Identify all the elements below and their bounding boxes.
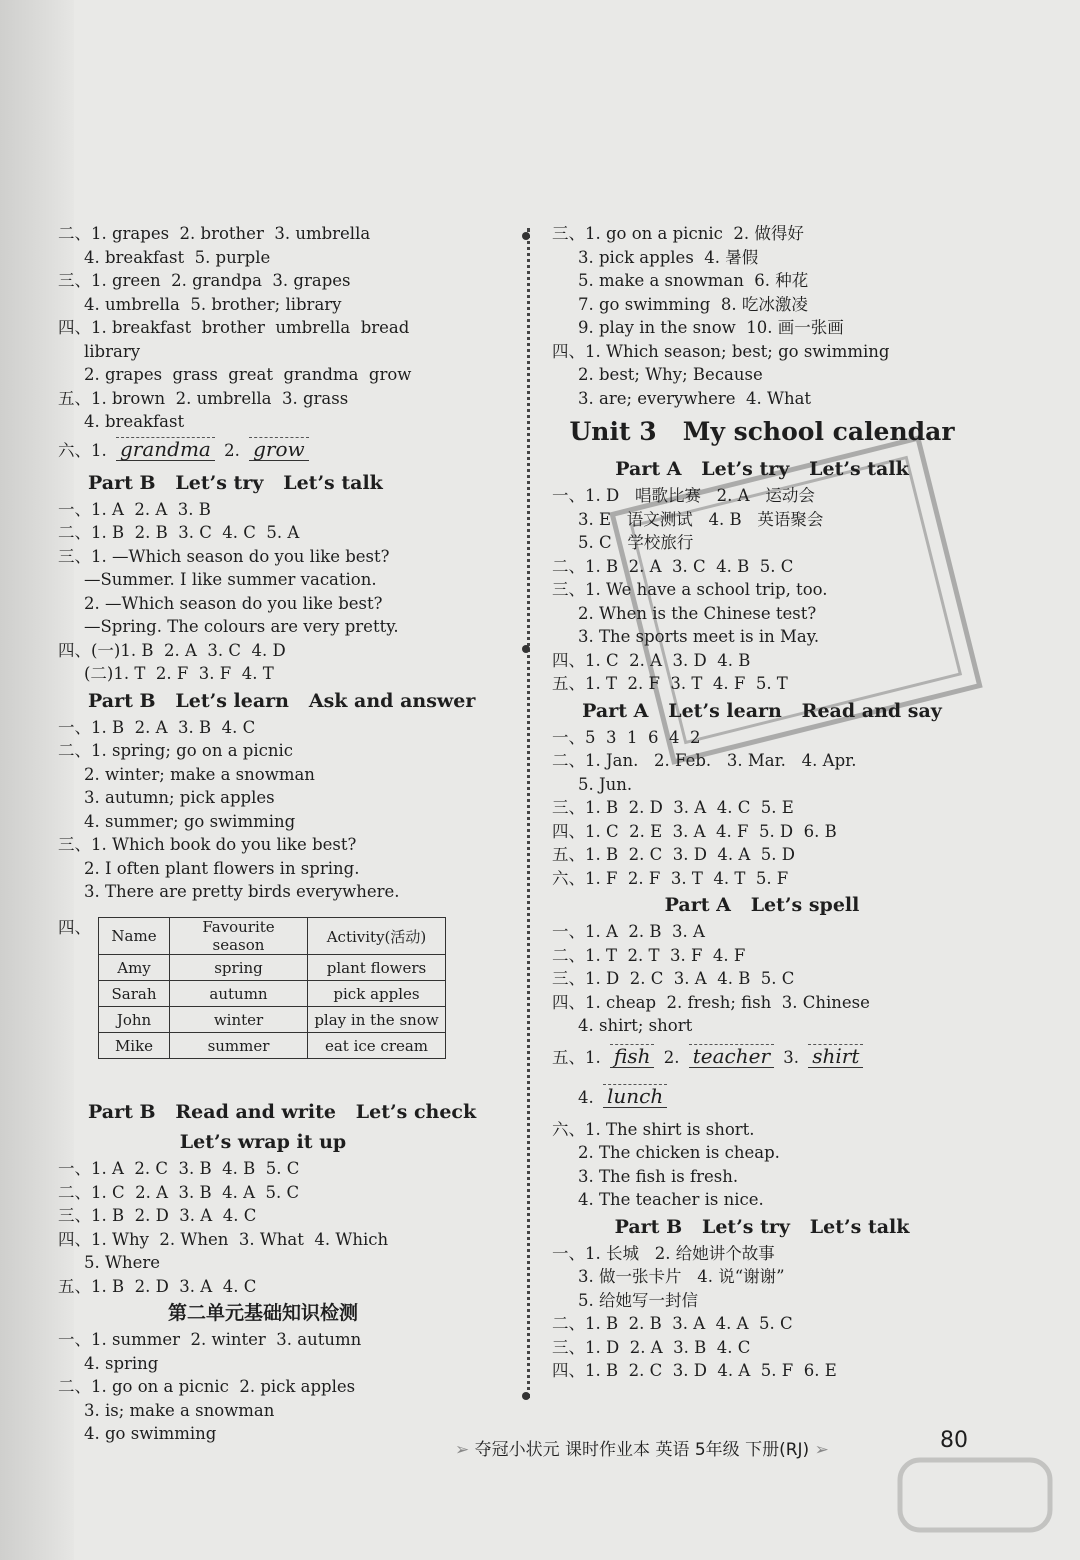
handwriting-line: 4. lunch <box>552 1078 972 1118</box>
answer-line: 二、1. Jan. 2. Feb. 3. Mar. 4. Apr. <box>552 751 857 770</box>
footer <box>455 1435 829 1460</box>
answer-line: 一、1. A 2. C 3. B 4. B 5. C <box>58 1159 300 1178</box>
table-cell: pick apples <box>308 981 446 1007</box>
table-cell: Sarah <box>99 981 170 1007</box>
answer-line: 四、1. Which season; best; go swimming <box>552 341 890 361</box>
answer-line: 二、1. grapes 2. brother 3. umbrella <box>58 224 371 243</box>
answer-line: 四、1. C 2. E 3. A 4. F 5. D 6. B <box>552 821 837 841</box>
answer-line: 五、1. B 2. D 3. A 4. C <box>58 1276 257 1296</box>
answer-line: 4. breakfast 5. purple <box>84 247 271 267</box>
answer-line: 六、1. The shirt is short. <box>552 1119 755 1139</box>
answer-line: 4. umbrella 5. brother; library <box>84 294 342 314</box>
answer-line: 5. C 学校旅行 <box>578 533 694 552</box>
answer-line: 四、1. cheap 2. fresh; fish 3. Chinese <box>552 992 870 1012</box>
table-header: Favourite season <box>170 918 308 955</box>
answer-line: 4. go swimming <box>84 1424 217 1443</box>
answer-line: 3. There are pretty birds everywhere. <box>84 882 400 901</box>
answer-line: 三、1. B 2. D 3. A 4. C 5. E <box>552 798 794 817</box>
answer-line: 4. The teacher is nice. <box>578 1190 764 1209</box>
answer-line: 4. spring <box>84 1353 159 1373</box>
answer-line: 2. I often plant flowers in spring. <box>84 858 360 878</box>
answer-line: 三、1. D 2. A 3. B 4. C <box>552 1337 751 1357</box>
answer-line: —Summer. I like summer vacation. <box>84 570 377 589</box>
section-heading: Part B Let’s try Let’s talk <box>614 1215 910 1238</box>
watermark-logo <box>890 1450 1070 1550</box>
answer-line: 4. shirt; short <box>578 1016 693 1035</box>
handwritten-word: shirt <box>808 1044 863 1068</box>
answer-line: 一、1. D 唱歌比赛 2. A 运动会 <box>552 486 815 505</box>
table-header-row <box>99 918 446 955</box>
answer-line: —Spring. The colours are very pretty. <box>84 617 399 636</box>
table-cell: Mike <box>99 1033 170 1059</box>
table-cell: plant flowers <box>308 955 446 981</box>
answer-line: 五、1. T 2. F 3. T 4. F 5. T <box>552 674 788 693</box>
answer-line: 三、1. green 2. grandpa 3. grapes <box>58 271 351 290</box>
answer-line: 3. 做一张卡片 4. 说“谢谢” <box>578 1267 785 1286</box>
answer-line: 二、1. B 2. B 3. A 4. A 5. C <box>552 1314 793 1333</box>
table-row <box>99 1033 446 1059</box>
table-cell: Amy <box>99 955 170 981</box>
answer-line: 3. are; everywhere 4. What <box>578 388 812 408</box>
answer-line: 四、1. B 2. C 3. D 4. A 5. F 6. E <box>552 1361 837 1380</box>
answer-line: 5. Where <box>84 1253 160 1272</box>
divider-dot <box>522 1392 530 1400</box>
answer-line: 五、1. brown 2. umbrella 3. grass <box>58 388 349 408</box>
table-header: Name <box>99 918 170 955</box>
answer-line: 2. The chicken is cheap. <box>578 1143 780 1162</box>
answer-line: 一、1. summer 2. winter 3. autumn <box>58 1330 362 1349</box>
table-row <box>99 955 446 981</box>
table-cell: play in the snow <box>308 1007 446 1033</box>
arrow-icon: ➢ <box>455 1440 475 1460</box>
answer-line: 二、1. C 2. A 3. B 4. A 5. C <box>58 1182 300 1202</box>
section-heading: Part B Let’s try Let’s talk <box>88 471 383 494</box>
right-column <box>552 222 972 1383</box>
handwritten-word: grow <box>249 437 309 461</box>
answer-line: 一、5 3 1 6 4 2 <box>552 727 701 747</box>
answer-line: 四、(一)1. B 2. A 3. C 4. D <box>58 640 286 660</box>
answer-line: 三、1. Which book do you like best? <box>58 835 357 854</box>
section-heading: Part A Let’s learn Read and say <box>582 699 942 722</box>
table-cell: winter <box>170 1007 308 1033</box>
answer-line: 一、1. A 2. B 3. A <box>552 922 705 941</box>
answer-line: 三、1. —Which season do you like best? <box>58 546 390 566</box>
handwritten-word: fish <box>610 1044 654 1068</box>
answer-line: 四、1. C 2. A 3. D 4. B <box>552 650 751 670</box>
answer-line: 2. winter; make a snowman <box>84 764 315 784</box>
handwriting-line: 五、1. fish 2. teacher 3. shirt <box>552 1038 972 1078</box>
section-heading: Part A Let’s try Let’s talk <box>615 458 909 480</box>
answer-line: 二、1. go on a picnic 2. pick apples <box>58 1377 356 1396</box>
section-heading: Part A Let’s spell <box>664 894 860 916</box>
handwritten-word: teacher <box>689 1044 774 1068</box>
table-prefix: 四、 <box>58 917 91 937</box>
answer-line: 3. autumn; pick apples <box>84 788 275 807</box>
answer-line: 2. When is the Chinese test? <box>578 603 817 623</box>
answer-line: 5. make a snowman 6. 种花 <box>578 271 809 290</box>
column-divider <box>527 228 530 1398</box>
left-column <box>58 222 477 1446</box>
answer-line: 2. —Which season do you like best? <box>84 593 383 613</box>
section-heading: Part B Read and write Let’s check <box>88 1101 477 1123</box>
table-cell: autumn <box>170 981 308 1007</box>
answer-line: 六、1. F 2. F 3. T 4. T 5. F <box>552 868 789 888</box>
answer-line: 一、1. B 2. A 3. B 4. C <box>58 717 256 737</box>
answer-line: 9. play in the snow 10. 画一张画 <box>578 318 844 337</box>
answer-line: 四、1. breakfast brother umbrella bread <box>58 318 410 337</box>
answer-line: 4. summer; go swimming <box>84 811 296 831</box>
table-cell: summer <box>170 1033 308 1059</box>
section-heading: Let’s wrap it up <box>179 1131 347 1153</box>
answer-line: 3. is; make a snowman <box>84 1400 275 1420</box>
table-cell: spring <box>170 955 308 981</box>
handwriting-line: 六、1. grandma 2. grow <box>58 434 468 468</box>
answer-line: 三、1. We have a school trip, too. <box>552 580 828 599</box>
answer-line: 2. grapes grass great grandma grow <box>84 365 412 384</box>
table-cell: eat ice cream <box>308 1033 446 1059</box>
table-cell: John <box>99 1007 170 1033</box>
page-number: 80 <box>940 1428 968 1453</box>
section-heading: 第二单元基础知识检测 <box>167 1302 358 1324</box>
answer-line: 3. pick apples 4. 暑假 <box>578 247 759 267</box>
answer-line: 三、1. B 2. D 3. A 4. C <box>58 1206 257 1225</box>
answer-line: 五、1. B 2. C 3. D 4. A 5. D <box>552 845 796 864</box>
arrow-icon: ➢ <box>814 1440 829 1460</box>
table-header: Activity(活动) <box>308 918 446 955</box>
table-row <box>99 981 446 1007</box>
divider-dot <box>522 232 530 240</box>
answer-line: 5. 给她写一封信 <box>578 1290 698 1310</box>
season-table <box>98 917 446 1059</box>
answer-line: 四、1. Why 2. When 3. What 4. Which <box>58 1229 389 1249</box>
unit-title: Unit 3 My school calendar <box>569 417 955 446</box>
answer-line: 三、1. D 2. C 3. A 4. B 5. C <box>552 969 795 988</box>
answer-line: 3. The sports meet is in May. <box>578 627 820 646</box>
answer-line: 二、1. B 2. A 3. C 4. B 5. C <box>552 556 794 576</box>
answer-line: 2. best; Why; Because <box>578 365 763 384</box>
table-row <box>99 1007 446 1033</box>
answer-line: 7. go swimming 8. 吃冰激凌 <box>578 294 808 314</box>
answer-line: 3. E 语文测试 4. B 英语聚会 <box>578 509 824 529</box>
divider-dot <box>522 645 530 653</box>
answer-line: 一、1. A 2. A 3. B <box>58 499 211 519</box>
answer-line: library <box>84 341 141 361</box>
answer-line: 5. Jun. <box>578 774 633 794</box>
answer-line: (二)1. T 2. F 3. F 4. T <box>84 664 274 683</box>
answer-line: 4. breakfast <box>84 412 185 431</box>
answer-line: 3. The fish is fresh. <box>578 1166 739 1186</box>
handwritten-word: lunch <box>603 1084 667 1108</box>
answer-line: 二、1. spring; go on a picnic <box>58 741 294 760</box>
answer-line: 三、1. go on a picnic 2. 做得好 <box>552 224 804 243</box>
section-heading: Part B Let’s learn Ask and answer <box>88 689 476 712</box>
handwritten-word: grandma <box>116 437 215 461</box>
answer-line: 二、1. T 2. T 3. F 4. F <box>552 945 746 965</box>
footer-text: 夺冠小状元 课时作业本 英语 5年级 下册(RJ) <box>474 1440 810 1460</box>
answer-line: 二、1. B 2. B 3. C 4. C 5. A <box>58 523 300 542</box>
answer-line: 一、1. 长城 2. 给她讲个故事 <box>552 1243 775 1263</box>
